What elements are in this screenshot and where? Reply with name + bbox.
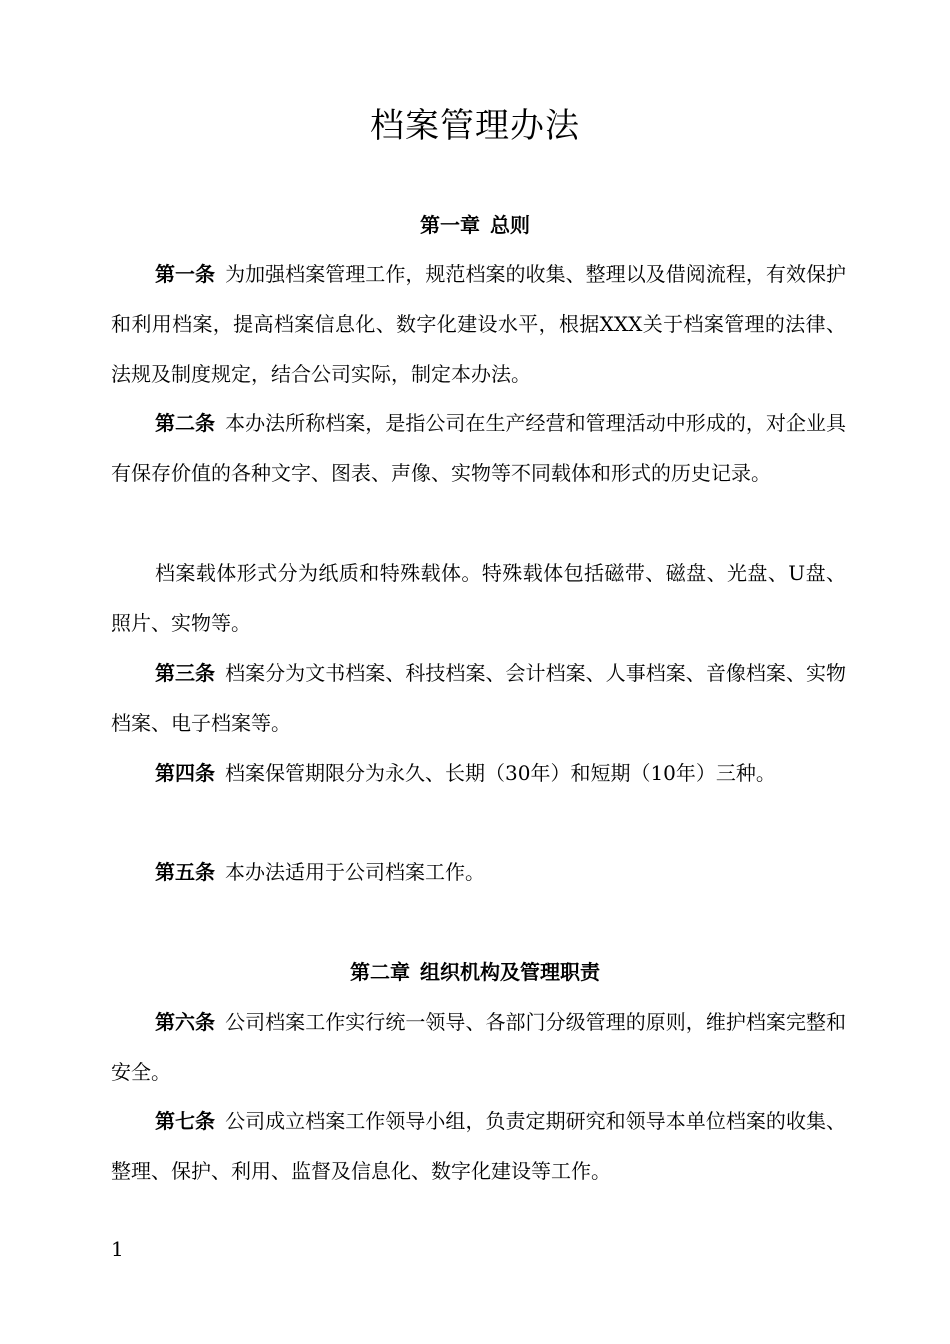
article-paragraph <box>111 1096 846 1196</box>
chapter-number: 第二章 <box>350 960 410 984</box>
article-label: 第四条 <box>155 761 215 785</box>
article-label: 第六条 <box>155 1010 216 1034</box>
page-number: 1 <box>111 1237 124 1261</box>
chapter-heading <box>0 957 950 987</box>
article-label: 第二条 <box>155 411 216 435</box>
article-text: 档案载体形式分为纸质和特殊载体。特殊载体包括磁带、磁盘、光盘、U盘、照片、实物等。 <box>111 561 846 635</box>
article-paragraph <box>111 748 846 798</box>
chapter-name: 组织机构及管理职责 <box>420 960 600 984</box>
article-text: 为加强档案管理工作，规范档案的收集、整理以及借阅流程，有效保护和利用档案，提高档案信息化、数字化建设水平，根据XXX关于档案管理的法律、法规及制度规定，结合公司实际，制定本办法。 <box>111 262 847 386</box>
article-label: 第七条 <box>155 1109 216 1133</box>
chapter-number: 第一章 <box>420 213 480 237</box>
article-paragraph <box>111 648 846 748</box>
article-text: 公司档案工作实行统一领导、各部门分级管理的原则，维护档案完整和安全。 <box>111 1010 847 1084</box>
article-paragraph <box>111 847 846 897</box>
article-paragraph <box>111 249 846 399</box>
article-label: 第五条 <box>155 860 215 884</box>
chapter-heading <box>0 210 950 240</box>
article-text: 档案分为文书档案、科技档案、会计档案、人事档案、音像档案、实物档案、电子档案等。 <box>111 661 847 735</box>
article-paragraph <box>111 398 846 498</box>
article-text: 本办法所称档案，是指公司在生产经营和管理活动中形成的，对企业具有保存价值的各种文字、图表、声像、实物等不同载体和形式的历史记录。 <box>111 411 847 485</box>
article-paragraph <box>111 548 846 648</box>
chapter-name: 总则 <box>490 213 530 237</box>
article-text: 档案保管期限分为永久、长期（30年）和短期（10年）三种。 <box>225 761 776 785</box>
article-text: 公司成立档案工作领导小组，负责定期研究和领导本单位档案的收集、整理、保护、利用、监督及信息化、数字化建设等工作。 <box>111 1109 847 1183</box>
article-label: 第一条 <box>155 262 216 286</box>
document-title: 档案管理办法 <box>370 106 580 146</box>
article-paragraph <box>111 997 846 1097</box>
article-label: 第三条 <box>155 661 216 685</box>
article-text: 本办法适用于公司档案工作。 <box>225 860 485 884</box>
